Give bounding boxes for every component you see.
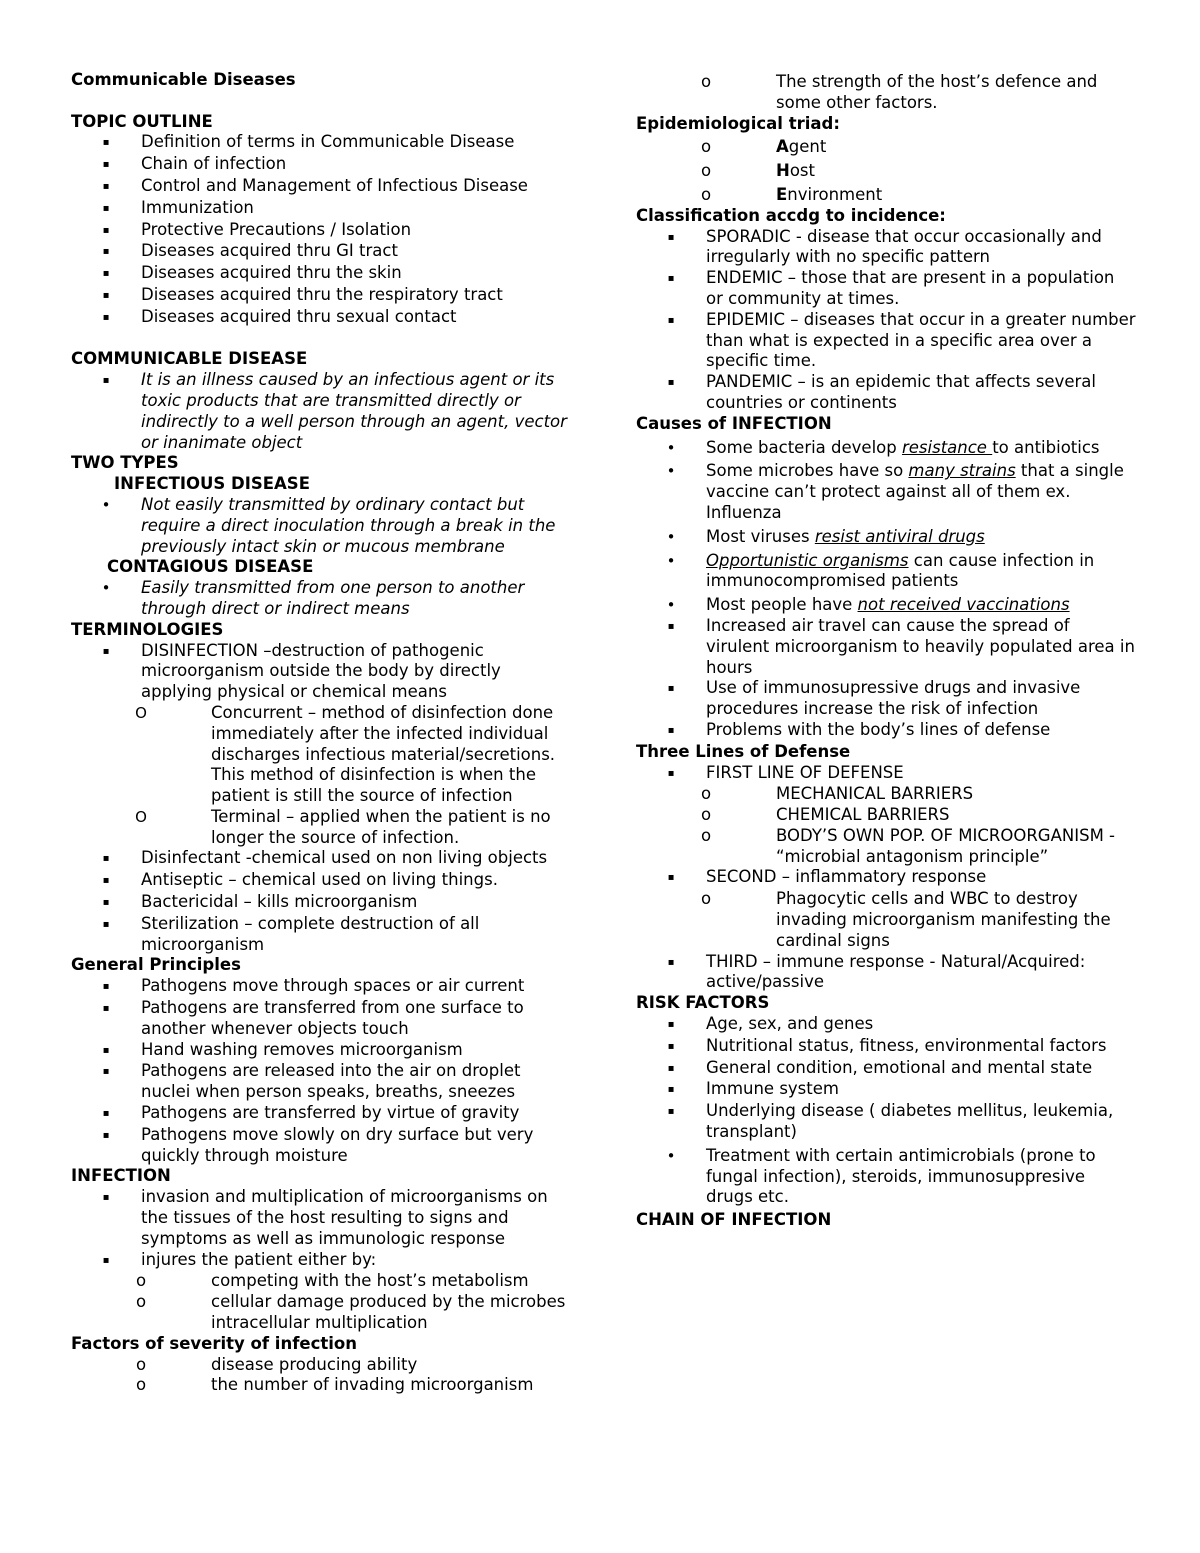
list-item-text: Age, sex, and genes — [706, 1014, 874, 1034]
square-bullet-icon: ▪ — [102, 1192, 110, 1204]
infection-injures: injures the patient either by: — [141, 1249, 377, 1269]
list-item — [636, 678, 1136, 720]
square-bullet-icon: ▪ — [667, 872, 675, 884]
square-bullet-icon: ▪ — [102, 180, 110, 192]
circle-bullet-icon: O — [135, 703, 147, 722]
list-item — [71, 263, 571, 285]
list-item — [71, 892, 571, 914]
list-item — [71, 285, 571, 307]
list-item — [71, 1375, 571, 1396]
list-item — [636, 161, 1136, 182]
list-item-text: Pathogens are released into the air on droplet nuclei when person speaks, breaths, sneezes — [141, 1061, 521, 1102]
risk-factors-heading: RISK FACTORS — [636, 993, 770, 1013]
infectious-definition: Not easily transmitted by ordinary contact but require a direct inoculation through a break in the previously intact skin or mucous membrane — [141, 494, 556, 556]
list-item — [636, 805, 1136, 826]
document-title: Communicable Diseases — [71, 70, 296, 89]
round-bullet-icon: • — [666, 462, 676, 481]
square-bullet-icon: ▪ — [667, 620, 675, 632]
list-item-text: the number of invading microorganism — [211, 1375, 534, 1395]
list-item — [71, 1187, 571, 1249]
list-item — [636, 72, 1136, 114]
list-item — [71, 495, 571, 557]
cause-text: Some bacteria develop — [706, 437, 902, 457]
list-item-text: Problems with the body’s lines of defense — [706, 719, 1051, 739]
list-item-text: disease producing ability — [211, 1354, 418, 1374]
list-item-text: Nutritional status, fitness, environmental factors — [706, 1035, 1107, 1055]
risk-list — [636, 1014, 1136, 1143]
list-item — [71, 848, 571, 870]
list-item-text: EPIDEMIC – diseases that occur in a greater number than what is expected in a specific area over a specific time. — [706, 309, 1136, 371]
triad-list — [636, 137, 1136, 205]
chain-heading: CHAIN OF INFECTION — [636, 1210, 832, 1230]
square-bullet-icon: ▪ — [102, 875, 110, 887]
square-bullet-icon: ▪ — [667, 767, 675, 779]
list-item — [71, 198, 571, 220]
o-bullet-icon: o — [700, 184, 712, 204]
list-item-text: Pathogens are transferred by virtue of gravity — [141, 1103, 520, 1123]
list-item-text: Immune system — [706, 1079, 839, 1099]
third-line: THIRD – immune response - Natural/Acquired: active/passive — [706, 951, 1086, 992]
topic-outline-list — [71, 132, 571, 328]
list-item-text: PANDEMIC – is an epidemic that affects several countries or continents — [706, 372, 1096, 412]
square-bullet-icon: ▪ — [102, 268, 110, 280]
round-bullet-icon: • — [666, 527, 676, 546]
o-bullet-icon: o — [700, 784, 712, 804]
square-bullet-icon: ▪ — [102, 159, 110, 171]
list-item — [636, 595, 1136, 616]
square-bullet-icon: ▪ — [102, 224, 110, 236]
list-item — [636, 1036, 1136, 1058]
list-item-text: Bactericidal – kills microorganism — [141, 892, 418, 912]
square-bullet-icon: ▪ — [102, 1044, 110, 1056]
severity-heading: Factors of severity of infection — [71, 1333, 357, 1353]
round-bullet-icon: • — [666, 551, 676, 570]
triad-rest: ost — [789, 161, 815, 181]
list-item — [636, 310, 1136, 372]
list-item-text: Phagocytic cells and WBC to destroy invading microorganism manifesting the cardinal signs — [776, 889, 1111, 950]
square-bullet-icon: ▪ — [102, 137, 110, 149]
list-item — [636, 826, 1136, 868]
list-item-text: Diseases acquired thru GI tract — [141, 241, 398, 261]
severity-continued: The strength of the host’s defence and some other factors. — [776, 72, 1098, 112]
list-item-text: Control and Management of Infectious Disease — [141, 175, 528, 195]
o-bullet-icon: o — [700, 889, 712, 909]
square-bullet-icon: ▪ — [667, 1106, 675, 1118]
list-item-text: Hand washing removes microorganism — [141, 1039, 463, 1059]
o-bullet-icon: o — [135, 1354, 147, 1374]
list-item — [636, 952, 1136, 994]
list-item-text: SPORADIC - disease that occur occasionally and irregularly with no specific pattern — [706, 226, 1102, 267]
list-item-text: Chain of infection — [141, 154, 287, 174]
list-item — [636, 1101, 1136, 1143]
cause-text: that a single vaccine can’t protect against all of them ex. Influenza — [706, 461, 1124, 522]
square-bullet-icon: ▪ — [102, 289, 110, 301]
list-item — [636, 527, 1136, 548]
round-bullet-icon: • — [101, 579, 111, 598]
list-item — [71, 1103, 571, 1125]
list-item-text: Use of immunosupressive drugs and invasive procedures increase the risk of infection — [706, 678, 1081, 719]
o-bullet-icon: o — [135, 1375, 147, 1395]
square-bullet-icon: ▪ — [102, 1254, 110, 1266]
list-item — [71, 307, 571, 329]
list-item — [71, 1061, 571, 1103]
square-bullet-icon: ▪ — [667, 377, 675, 389]
list-item-text: Diseases acquired thru sexual contact — [141, 306, 457, 326]
cause-text: can cause infection in immunocompromised patients — [706, 550, 1095, 591]
square-bullet-icon: ▪ — [102, 375, 110, 387]
principles-list — [71, 976, 571, 1166]
list-item — [636, 461, 1136, 523]
round-bullet-icon: • — [666, 596, 676, 615]
list-item-text: CHEMICAL BARRIERS — [776, 805, 950, 825]
list-item — [636, 1058, 1136, 1080]
o-bullet-icon: o — [700, 825, 712, 845]
square-bullet-icon: ▪ — [667, 231, 675, 243]
list-item — [71, 703, 571, 807]
first-line: FIRST LINE OF DEFENSE — [706, 762, 904, 782]
triad-item — [776, 161, 1136, 182]
topic-outline-heading: TOPIC OUTLINE — [71, 111, 213, 131]
list-item — [71, 370, 571, 453]
list-item — [71, 176, 571, 198]
triad-item — [776, 137, 1136, 158]
left-column — [71, 70, 571, 1396]
risk-treatment: Treatment with certain antimicrobials (prone to fungal infection), steroids, immunosuppresive drugs etc. — [706, 1145, 1096, 1207]
communicable-disease-heading: COMMUNICABLE DISEASE — [71, 349, 308, 369]
list-item-text: competing with the host’s metabolism — [211, 1271, 529, 1291]
terminology-list — [71, 848, 571, 955]
concurrent-definition: Concurrent – method of disinfection done immediately after the infected individual discharges infectious material/secretions. This method of disinfection is when the patient is still the source of infection — [211, 702, 556, 806]
list-item — [71, 1040, 571, 1062]
square-bullet-icon: ▪ — [667, 1062, 675, 1074]
square-bullet-icon: ▪ — [102, 981, 110, 993]
triad-initial: H — [776, 161, 790, 181]
list-item-text: Sterilization – complete destruction of all microorganism — [141, 913, 480, 954]
list-item-text: ENDEMIC – those that are present in a population or community at times. — [706, 268, 1115, 308]
list-item — [636, 227, 1136, 269]
square-bullet-icon: ▪ — [102, 1003, 110, 1015]
cause-emphasis: resist antiviral drugs — [814, 526, 985, 546]
list-item-text: MECHANICAL BARRIERS — [776, 784, 974, 804]
square-bullet-icon: ▪ — [667, 724, 675, 736]
square-bullet-icon: ▪ — [667, 1084, 675, 1096]
round-bullet-icon: • — [101, 495, 111, 514]
square-bullet-icon: ▪ — [102, 1108, 110, 1120]
list-item-text: Definition of terms in Communicable Disease — [141, 132, 515, 152]
o-bullet-icon: o — [135, 1271, 147, 1291]
o-bullet-icon: o — [135, 1292, 147, 1312]
list-item — [636, 889, 1136, 951]
two-types-heading: TWO TYPES — [71, 453, 179, 473]
list-item — [71, 1355, 571, 1376]
list-item — [636, 438, 1136, 459]
triad-item — [776, 185, 1136, 206]
list-item-text: Pathogens are transferred from one surface to another whenever objects touch — [141, 998, 524, 1038]
round-bullet-icon: • — [666, 1146, 676, 1165]
square-bullet-icon: ▪ — [667, 683, 675, 695]
list-item — [636, 616, 1136, 678]
square-bullet-icon: ▪ — [667, 273, 675, 285]
list-item — [636, 784, 1136, 805]
list-item — [71, 914, 571, 956]
o-bullet-icon: o — [700, 805, 712, 825]
square-bullet-icon: ▪ — [667, 1019, 675, 1031]
square-bullet-icon: ▪ — [102, 897, 110, 909]
list-item — [71, 641, 571, 703]
list-item-text: Pathogens move through spaces or air current — [141, 976, 525, 996]
right-column — [636, 72, 1136, 1231]
second-line-sub-list — [636, 889, 1136, 951]
list-item-text: Pathogens move slowly on dry surface but very quickly through moisture — [141, 1124, 534, 1165]
triad-initial: E — [776, 184, 788, 204]
severity-list — [71, 1355, 571, 1397]
infection-sub-list — [71, 1271, 571, 1333]
list-item — [71, 241, 571, 263]
list-item — [636, 372, 1136, 414]
cause-emphasis: not received vaccinations — [857, 595, 1070, 615]
triad-rest: nvironment — [787, 184, 883, 204]
list-item — [71, 132, 571, 154]
list-item-text: cellular damage produced by the microbes intracellular multiplication — [211, 1292, 566, 1333]
list-item-text: Diseases acquired thru the respiratory tract — [141, 284, 503, 304]
contagious-disease-heading: CONTAGIOUS DISEASE — [107, 557, 314, 577]
terminal-definition: Terminal – applied when the patient is no longer the source of infection. — [211, 806, 551, 847]
list-item — [636, 1079, 1136, 1101]
list-item-text: Antiseptic – chemical used on living things. — [141, 870, 498, 890]
list-item — [636, 551, 1136, 593]
triad-rest: gent — [788, 137, 827, 157]
infection-definition: invasion and multiplication of microorganisms on the tissues of the host resulting to signs and symptoms as well as immunologic response — [141, 1187, 548, 1248]
list-item — [71, 1271, 571, 1292]
cause-text: Most viruses — [706, 526, 815, 546]
list-item — [71, 1250, 571, 1272]
cause-text: Some microbes have so — [706, 461, 909, 481]
defense-heading: Three Lines of Defense — [636, 741, 851, 761]
second-line: SECOND – inflammatory response — [706, 867, 987, 887]
square-bullet-icon: ▪ — [102, 645, 110, 657]
list-item — [636, 867, 1136, 889]
square-bullet-icon: ▪ — [667, 314, 675, 326]
square-bullet-icon: ▪ — [102, 311, 110, 323]
triad-initial: A — [776, 137, 789, 157]
list-item — [71, 870, 571, 892]
cause-emphasis: resistance — [901, 437, 993, 457]
square-bullet-icon: ▪ — [667, 956, 675, 968]
infection-heading: INFECTION — [71, 1166, 171, 1186]
cause-text: Most people have — [706, 595, 858, 615]
incidence-list — [636, 227, 1136, 414]
list-item — [636, 268, 1136, 310]
square-bullet-icon: ▪ — [102, 1066, 110, 1078]
disinfection-definition: DISINFECTION –destruction of pathogenic microorganism outside the body by directly applying physical or chemical means — [141, 640, 501, 702]
list-item — [71, 220, 571, 242]
circle-bullet-icon: O — [135, 807, 147, 826]
causes-heading: Causes of INFECTION — [636, 413, 832, 433]
list-item — [71, 998, 571, 1040]
list-item-text: General condition, emotional and mental state — [706, 1057, 1093, 1077]
list-item-text: Increased air travel can cause the spread of virulent microorganism to heavily populated area in hours — [706, 615, 1135, 677]
list-item — [71, 976, 571, 998]
list-item-text: Underlying disease ( diabetes mellitus, leukemia, transplant) — [706, 1101, 1114, 1142]
square-bullet-icon: ▪ — [102, 918, 110, 930]
list-item-text: Immunization — [141, 197, 254, 217]
cause-emphasis: Opportunistic organisms — [706, 550, 909, 570]
general-principles-heading: General Principles — [71, 955, 241, 975]
cause-text: to antibiotics — [992, 437, 1100, 457]
communicable-definition: It is an illness caused by an infectious agent or its toxic products that are transmitted directly or indirectly to a well person through an agent, vector or inanimate object — [141, 370, 567, 452]
list-item — [636, 763, 1136, 785]
list-item-text: BODY’S OWN POP. OF MICROORGANISM - “microbial antagonism principle” — [776, 825, 1115, 866]
list-item — [71, 1125, 571, 1167]
o-bullet-icon: o — [700, 161, 712, 181]
o-bullet-icon: o — [700, 137, 712, 157]
square-bullet-icon: ▪ — [102, 246, 110, 258]
list-item — [71, 1292, 571, 1334]
terminologies-heading: TERMINOLOGIES — [71, 619, 224, 639]
cause-emphasis: many strains — [908, 461, 1016, 481]
incidence-heading: Classification accdg to incidence: — [636, 205, 946, 225]
list-item — [636, 720, 1136, 742]
causes-list — [636, 616, 1136, 742]
contagious-definition: Easily transmitted from one person to another through direct or indirect means — [141, 578, 525, 618]
list-item — [71, 154, 571, 176]
list-item — [71, 807, 571, 849]
o-bullet-icon: o — [700, 72, 712, 91]
triad-heading: Epidemiological triad: — [636, 113, 840, 133]
square-bullet-icon: ▪ — [102, 202, 110, 214]
list-item — [636, 1146, 1136, 1208]
list-item — [636, 1014, 1136, 1036]
round-bullet-icon: • — [666, 438, 676, 457]
list-item-text: Disinfectant -chemical used on non living objects — [141, 848, 548, 868]
list-item-text: Protective Precautions / Isolation — [141, 219, 412, 239]
list-item — [71, 578, 571, 620]
list-item-text: Diseases acquired thru the skin — [141, 263, 402, 283]
first-line-sub-list — [636, 784, 1136, 867]
list-item — [636, 185, 1136, 206]
square-bullet-icon: ▪ — [667, 1040, 675, 1052]
square-bullet-icon: ▪ — [102, 1129, 110, 1141]
infectious-disease-heading: INFECTIOUS DISEASE — [114, 474, 310, 494]
list-item — [636, 137, 1136, 158]
square-bullet-icon: ▪ — [102, 853, 110, 865]
